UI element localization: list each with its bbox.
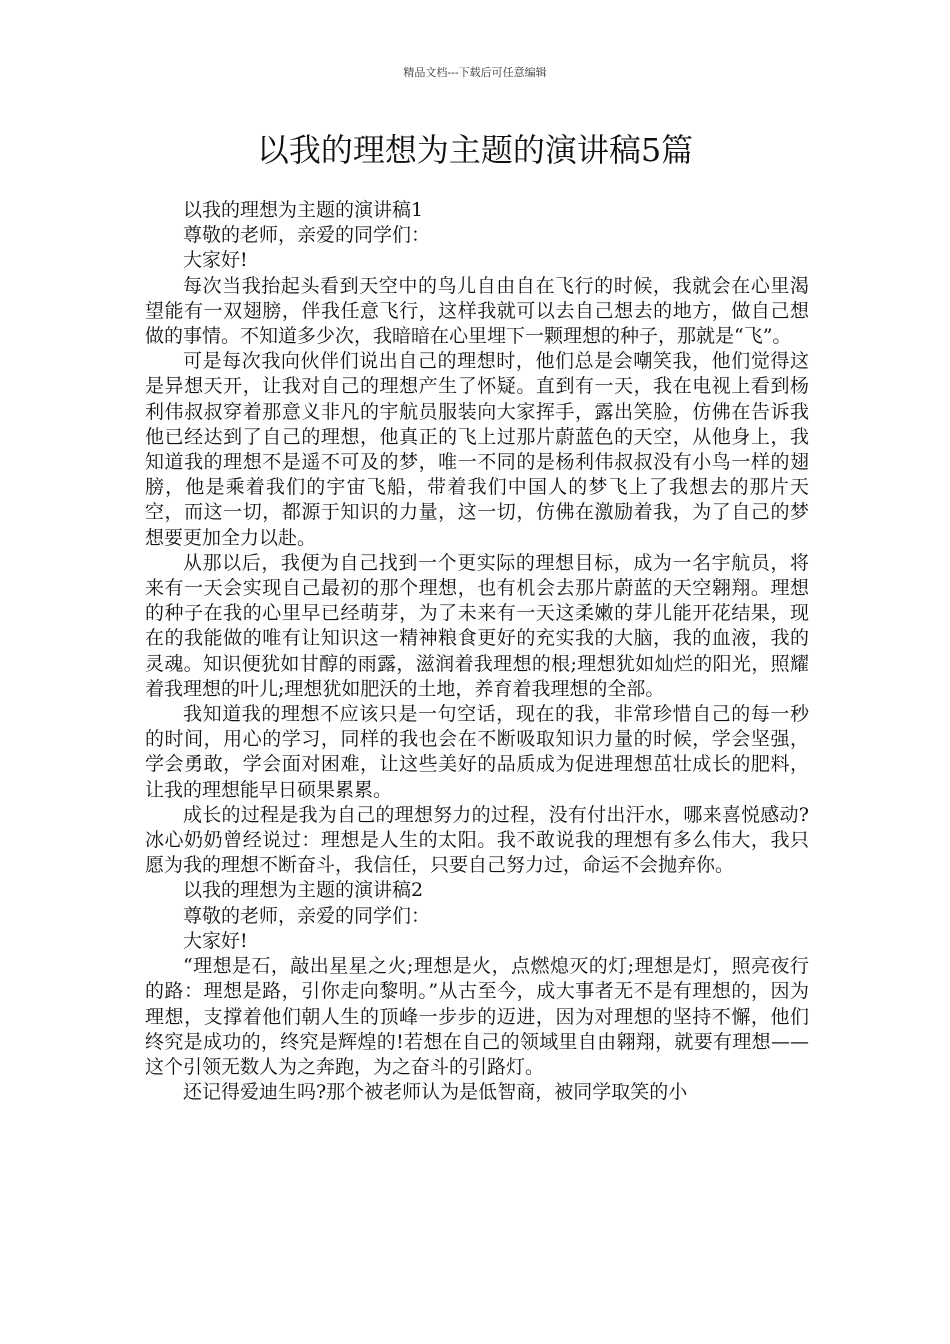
paragraph: 以我的理想为主题的演讲稿2 [183,879,424,902]
paragraph: 大家好! [183,249,248,272]
paragraph: 大家好! [183,929,248,952]
paragraph: 从那以后，我便为自己找到一个更实际的理想目标，成为一名宇航员，将来有一天会实现自己最初的那个理想，也有机会去那片蔚蓝的天空翱翔。理想的种子在我的心里早已经萌芽，为了未来有一天这柔嫩的芽儿能开花结果，现在的我能做的唯有让知识这一精神粮食更好的充实我的大脑，我的血液，我的灵魂。知识便犹如甘醇的雨露，滋润着我理想的根;理想犹如灿烂的阳光，照耀着我理想的叶儿;理想犹如肥沃的土地，养育着我理想的全部。 [145,551,809,700]
paragraph: 尊敬的老师，亲爱的同学们： [183,224,431,247]
document-body [145,198,809,1105]
document-title: 以我的理想为主题的演讲稿5篇 [256,131,694,169]
paragraph: 成长的过程是我为自己的理想努力的过程，没有付出汗水，哪来喜悦感动?冰心奶奶曾经说过：理想是人生的太阳。我不敢说我的理想有多么伟大，我只愿为我的理想不断奋斗，我信任，只要自己努力过，命运不会抛弃你。 [145,803,809,877]
paragraph: 尊敬的老师，亲爱的同学们： [183,904,431,927]
paragraph: 每次当我抬起头看到天空中的鸟儿自由自在飞行的时候，我就会在心里渴望能有一双翅膀，伴我任意飞行，这样我就可以去自己想去的地方，做自己想做的事情。不知道多少次，我暗暗在心里埋下一颗理想的种子，那就是“飞”。 [145,274,809,348]
paragraph: 可是每次我向伙伴们说出自己的理想时，他们总是会嘲笑我，他们觉得这是异想天开，让我对自己的理想产生了怀疑。直到有一天，我在电视上看到杨利伟叔叔穿着那意义非凡的宇航员服装向大家挥手，露出笑脸，仿佛在告诉我他已经达到了自己的理想，他真正的飞上过那片蔚蓝色的天空，从他身上，我知道我的理想不是遥不可及的梦，唯一不同的是杨利伟叔叔没有小鸟一样的翅膀，他是乘着我们的宇宙飞船，带着我们中国人的梦飞上了我想去的那片天空，而这一切，都源于知识的力量，这一切，仿佛在激励着我，为了自己的梦想要更加全力以赴。 [145,350,809,549]
paragraph: 还记得爱迪生吗?那个被老师认为是低智商，被同学取笑的小 [183,1081,688,1104]
page-header-note: 精品文档---下载后可任意编辑 [403,66,547,79]
paragraph: 以我的理想为主题的演讲稿1 [183,199,424,221]
paragraph: 我知道我的理想不应该只是一句空话，现在的我，非常珍惜自己的每一秒的时间，用心的学习，同样的我也会在不断吸取知识力量的时候，学会坚强，学会勇敢，学会面对困难，让这些美好的品质成为促进理想茁壮成长的肥料，让我的理想能早日硕果累累。 [145,703,809,801]
paragraph: “理想是石，敲出星星之火;理想是火，点燃熄灭的灯;理想是灯，照亮夜行的路：理想是路，引你走向黎明。”从古至今，成大事者无不是有理想的，因为理想，支撑着他们朝人生的顶峰一步步的迈进，因为对理想的坚持不懈，他们终究是成功的，终究是辉煌的!若想在自己的领域里自由翱翔，就要有理想——这个引领无数人为之奔跑，为之奋斗的引路灯。 [145,955,809,1078]
